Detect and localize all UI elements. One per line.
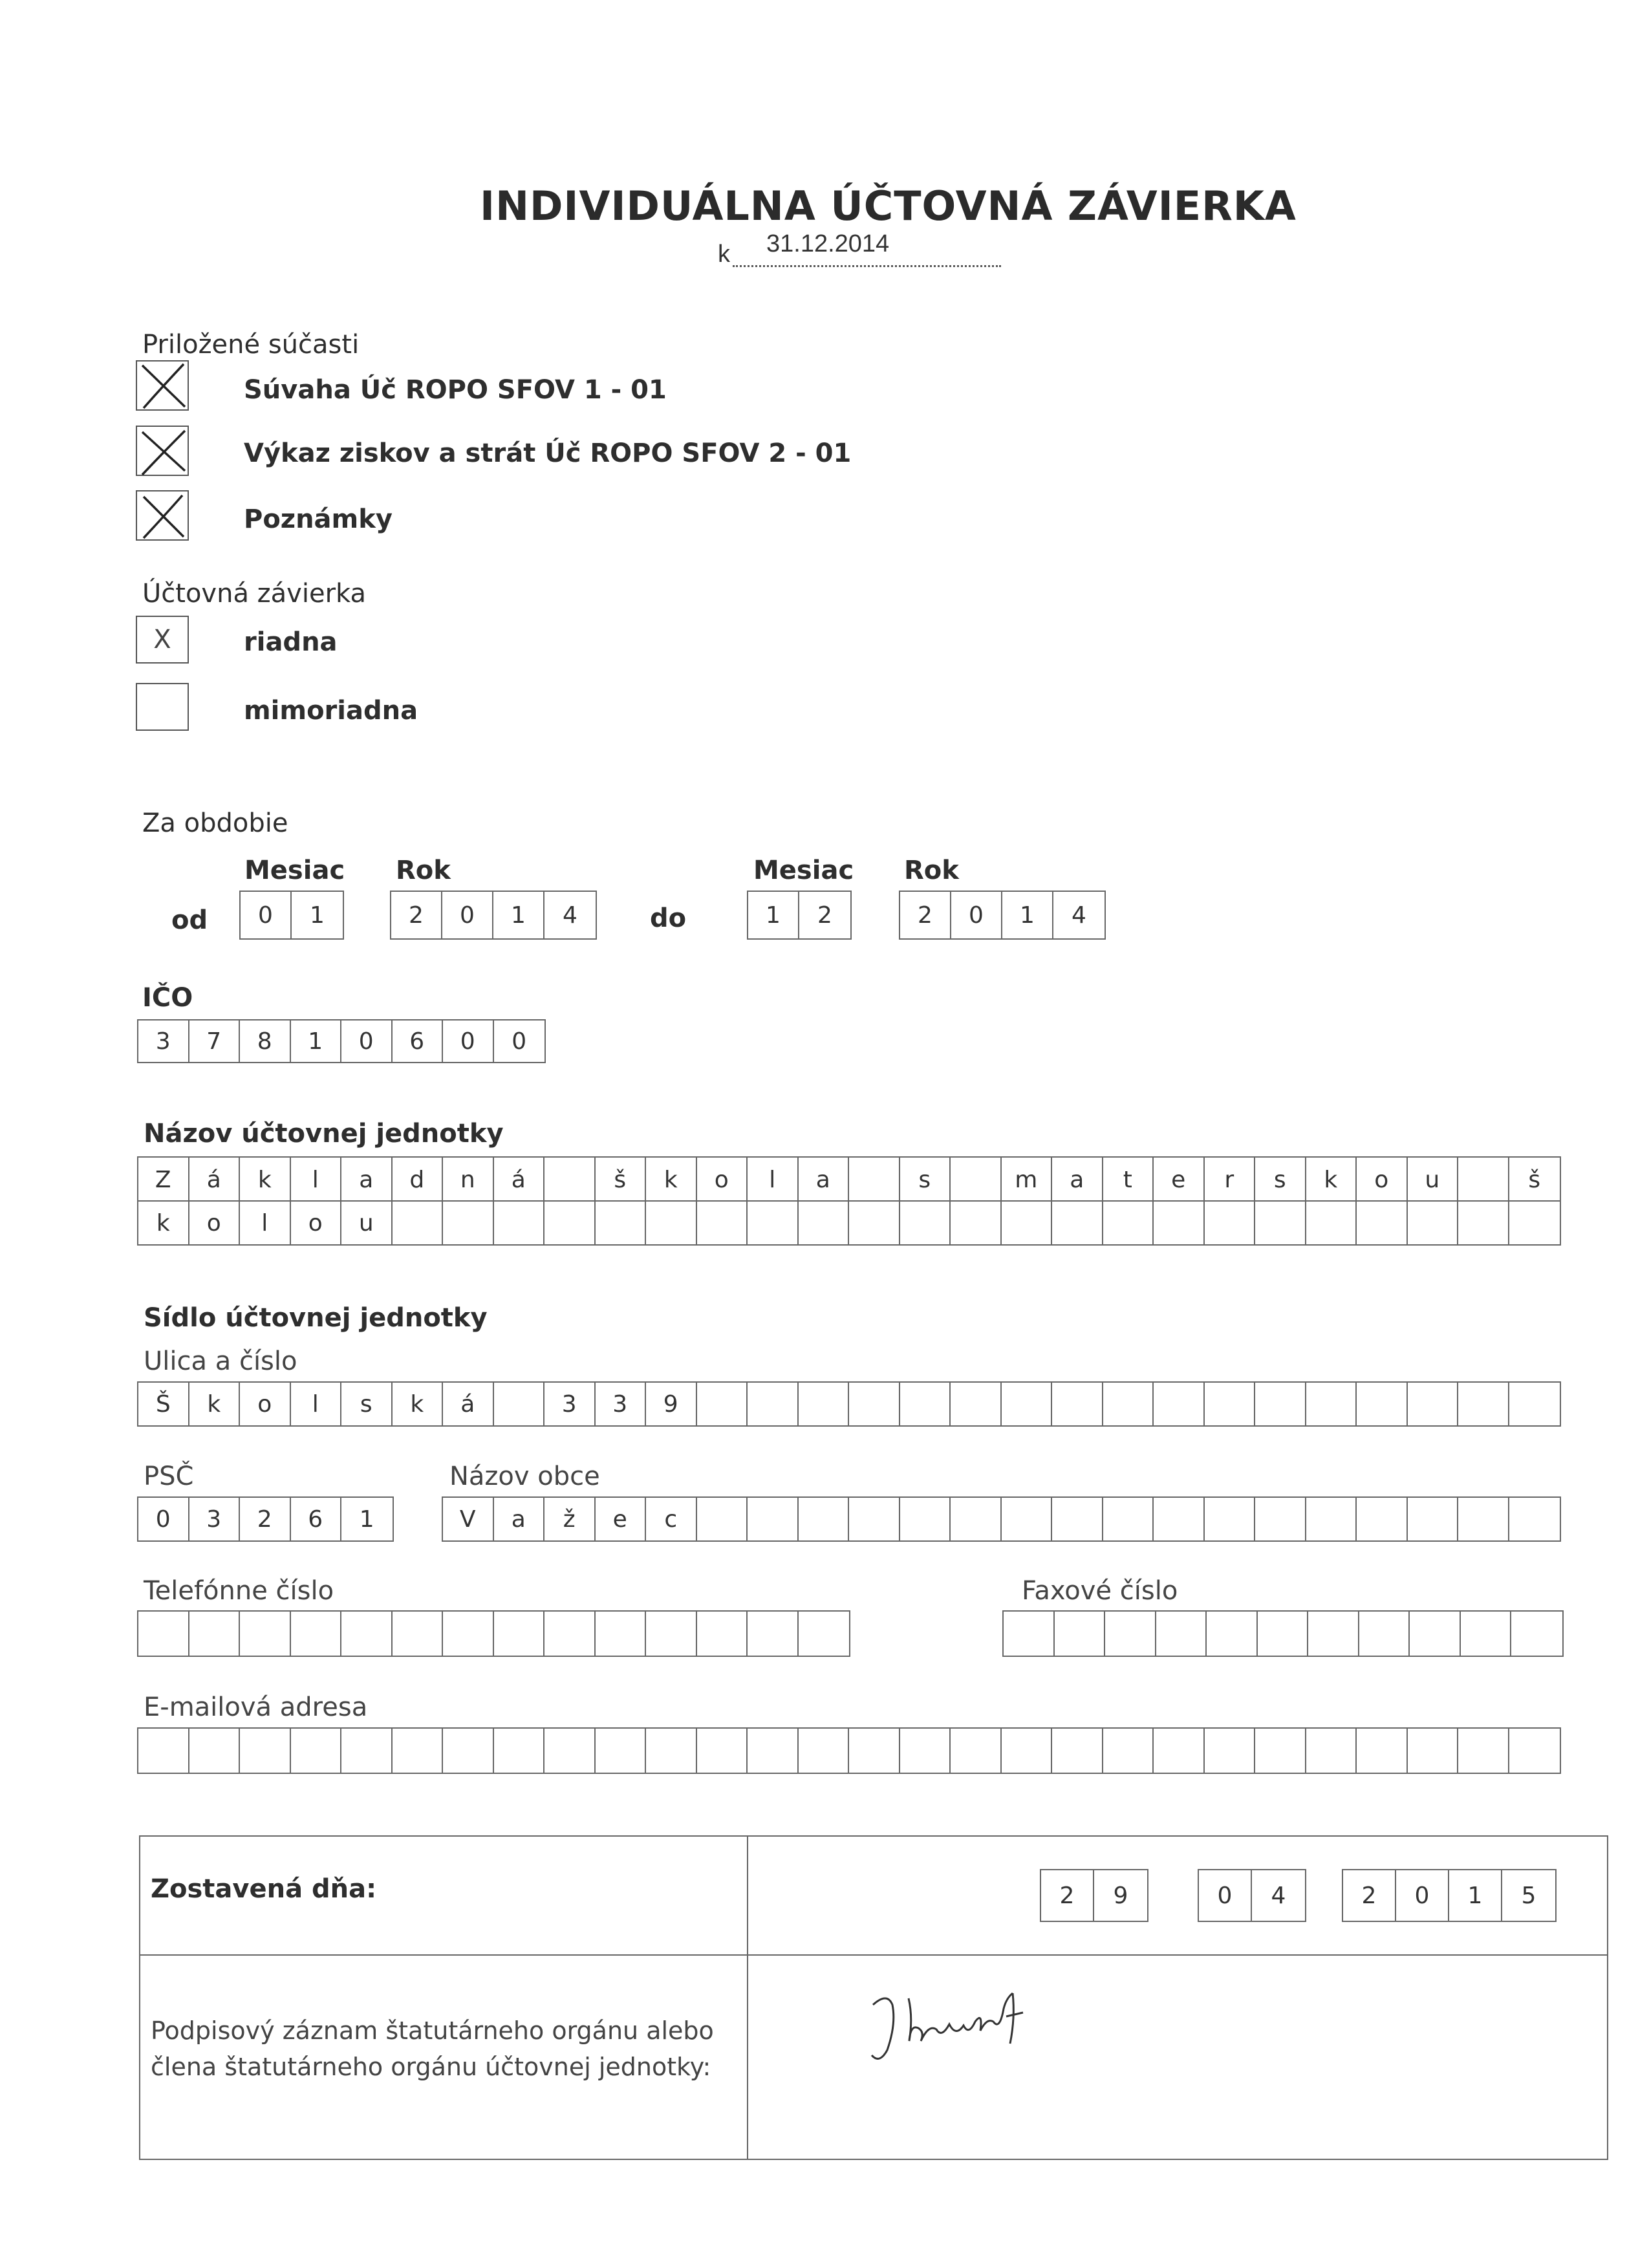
- phone-label: Telefónne číslo: [144, 1576, 334, 1606]
- to-year-cell[interactable]: 0: [951, 892, 1002, 938]
- page-title: INDIVIDUÁLNA ÚČTOVNÁ ZÁVIERKA: [480, 182, 1297, 230]
- psc-cell[interactable]: 2: [240, 1498, 291, 1540]
- compiled-year-cell[interactable]: 2: [1343, 1870, 1396, 1921]
- phone-cell[interactable]: [240, 1612, 291, 1656]
- unit-name-row-1-cell[interactable]: r: [1205, 1158, 1256, 1202]
- compiled-day-field[interactable]: [1040, 1869, 1148, 1922]
- signature-label-line-2: člena štatutárneho orgánu účtovnej jednotky:: [151, 2053, 711, 2081]
- psc-label: PSČ: [144, 1462, 194, 1491]
- street-cell[interactable]: [1103, 1383, 1154, 1425]
- unit-name-row-2-cell[interactable]: [1408, 1202, 1459, 1244]
- phone-cell[interactable]: [544, 1612, 596, 1656]
- street-cell[interactable]: [900, 1383, 951, 1425]
- street-cell[interactable]: [1306, 1383, 1357, 1425]
- unit-name-row-1-cell[interactable]: u: [1408, 1158, 1459, 1202]
- compiled-month-cell[interactable]: 0: [1199, 1870, 1252, 1921]
- email-cell[interactable]: [1458, 1729, 1509, 1773]
- to-year-cell[interactable]: 1: [1002, 892, 1053, 938]
- ico-cell[interactable]: 8: [240, 1021, 291, 1062]
- to-month-cell[interactable]: 2: [817, 902, 832, 929]
- email-cell[interactable]: [443, 1729, 494, 1773]
- cross-mark-icon: [137, 362, 190, 412]
- street-cell[interactable]: s: [341, 1383, 393, 1425]
- street-cell[interactable]: [494, 1383, 545, 1425]
- unit-name-row-1-cell[interactable]: [951, 1158, 1002, 1202]
- unit-name-row-1-cell[interactable]: k: [1306, 1158, 1357, 1202]
- city-cell[interactable]: [1408, 1498, 1459, 1540]
- fax-cell[interactable]: [1359, 1612, 1410, 1656]
- from-year-cell[interactable]: 0: [442, 892, 493, 938]
- ico-cell[interactable]: 6: [393, 1021, 444, 1062]
- city-cell[interactable]: [1509, 1498, 1560, 1540]
- street-cell[interactable]: [1357, 1383, 1408, 1425]
- unit-name-row-2-cell[interactable]: [1205, 1202, 1256, 1244]
- unit-name-row-2-cell[interactable]: [1357, 1202, 1408, 1244]
- unit-name-row-2-cell[interactable]: [1306, 1202, 1357, 1244]
- phone-cell[interactable]: [494, 1612, 545, 1656]
- ico-cell[interactable]: 7: [189, 1021, 241, 1062]
- signature-drawing: [854, 1979, 1086, 2069]
- unit-name-row-1-cell[interactable]: k: [240, 1158, 291, 1202]
- fax-cell[interactable]: [1156, 1612, 1207, 1656]
- email-cell[interactable]: [138, 1729, 189, 1773]
- unit-name-row-2-cell[interactable]: u: [341, 1202, 393, 1244]
- to-month-label: Mesiac: [753, 856, 854, 885]
- unit-name-row-2-cell[interactable]: [1458, 1202, 1509, 1244]
- to-year-field[interactable]: [899, 891, 1106, 940]
- email-cell[interactable]: [900, 1729, 951, 1773]
- unit-name-row-2-cell[interactable]: [849, 1202, 900, 1244]
- regular-label: riadna: [244, 627, 338, 657]
- attachment-checkbox-3[interactable]: [136, 490, 189, 541]
- email-cell[interactable]: [189, 1729, 241, 1773]
- email-cell[interactable]: [748, 1729, 799, 1773]
- email-cell[interactable]: [1154, 1729, 1205, 1773]
- city-cell[interactable]: [1002, 1498, 1053, 1540]
- city-cell[interactable]: [849, 1498, 900, 1540]
- from-year-label: Rok: [396, 856, 451, 885]
- street-cell[interactable]: [748, 1383, 799, 1425]
- street-cell[interactable]: [1205, 1383, 1256, 1425]
- to-label: do: [650, 903, 687, 933]
- phone-cell[interactable]: [697, 1612, 748, 1656]
- email-cell[interactable]: [799, 1729, 850, 1773]
- email-label: E-mailová adresa: [144, 1692, 368, 1722]
- city-cell[interactable]: [951, 1498, 1002, 1540]
- ico-cell[interactable]: 0: [341, 1021, 393, 1062]
- email-cell[interactable]: [341, 1729, 393, 1773]
- unit-name-row-2-cell[interactable]: [1103, 1202, 1154, 1244]
- city-cell[interactable]: [1306, 1498, 1357, 1540]
- unit-name-label: Názov účtovnej jednotky: [144, 1119, 504, 1149]
- from-year-cell[interactable]: 2: [391, 892, 442, 938]
- email-cell[interactable]: [1255, 1729, 1306, 1773]
- from-year-cell[interactable]: 1: [493, 892, 544, 938]
- city-cell[interactable]: [1458, 1498, 1509, 1540]
- street-cell[interactable]: 3: [596, 1383, 647, 1425]
- email-cell[interactable]: [544, 1729, 596, 1773]
- street-field[interactable]: [137, 1381, 1561, 1427]
- attachments-heading: Priložené súčasti: [142, 330, 360, 360]
- unit-name-row-1-cell[interactable]: n: [443, 1158, 494, 1202]
- fax-cell[interactable]: [1258, 1612, 1309, 1656]
- unit-name-row-2-cell[interactable]: [494, 1202, 545, 1244]
- street-cell[interactable]: [799, 1383, 850, 1425]
- ico-cell[interactable]: 0: [512, 1028, 527, 1055]
- city-cell[interactable]: [1052, 1498, 1103, 1540]
- fax-cell[interactable]: [1410, 1612, 1461, 1656]
- phone-cell[interactable]: [799, 1612, 850, 1656]
- compiled-year-cell[interactable]: 1: [1449, 1870, 1502, 1921]
- unit-name-row-2-cell[interactable]: [1154, 1202, 1205, 1244]
- unit-name-row-1-cell[interactable]: o: [697, 1158, 748, 1202]
- city-cell[interactable]: [1103, 1498, 1154, 1540]
- unit-name-row-2-cell[interactable]: k: [138, 1202, 189, 1244]
- email-cell[interactable]: [697, 1729, 748, 1773]
- street-cell[interactable]: o: [240, 1383, 291, 1425]
- phone-cell[interactable]: [443, 1612, 494, 1656]
- to-year-cell[interactable]: 2: [900, 892, 951, 938]
- unit-name-row-2-cell[interactable]: [1052, 1202, 1103, 1244]
- city-cell[interactable]: a: [494, 1498, 545, 1540]
- city-cell[interactable]: ž: [544, 1498, 596, 1540]
- fax-cell[interactable]: [1461, 1612, 1512, 1656]
- street-cell[interactable]: Š: [138, 1383, 189, 1425]
- date-prefix: k: [718, 241, 730, 268]
- unit-name-row-2-cell[interactable]: l: [240, 1202, 291, 1244]
- unit-name-row-1-cell[interactable]: a: [799, 1158, 850, 1202]
- unit-name-row-2-cell[interactable]: [393, 1202, 444, 1244]
- unit-name-row-2-cell[interactable]: [544, 1202, 596, 1244]
- email-cell[interactable]: [849, 1729, 900, 1773]
- city-cell[interactable]: [900, 1498, 951, 1540]
- unit-name-row-2-cell[interactable]: [1002, 1202, 1053, 1244]
- phone-field[interactable]: [137, 1610, 850, 1657]
- email-cell[interactable]: [291, 1729, 342, 1773]
- ico-label: IČO: [142, 983, 193, 1013]
- unit-name-row-2-cell[interactable]: [1255, 1202, 1306, 1244]
- phone-cell[interactable]: [596, 1612, 647, 1656]
- street-cell[interactable]: [951, 1383, 1002, 1425]
- unit-name-row-1-cell[interactable]: a: [1052, 1158, 1103, 1202]
- unit-name-row-1-cell[interactable]: [544, 1158, 596, 1202]
- city-cell[interactable]: [748, 1498, 799, 1540]
- regular-checkbox[interactable]: X: [136, 616, 189, 664]
- email-cell[interactable]: [240, 1729, 291, 1773]
- from-year-field[interactable]: [390, 891, 597, 940]
- unit-name-row-1-cell[interactable]: [1458, 1158, 1509, 1202]
- unit-name-row-1-cell[interactable]: k: [646, 1158, 697, 1202]
- attachment-checkbox-2[interactable]: [136, 426, 189, 476]
- street-cell[interactable]: [1002, 1383, 1053, 1425]
- period-heading: Za obdobie: [142, 808, 288, 838]
- street-cell[interactable]: [1052, 1383, 1103, 1425]
- phone-cell[interactable]: [748, 1612, 799, 1656]
- unit-name-row-1-cell[interactable]: o: [1357, 1158, 1408, 1202]
- email-cell[interactable]: [646, 1729, 697, 1773]
- unit-name-row-1-cell[interactable]: l: [748, 1158, 799, 1202]
- city-cell[interactable]: [697, 1498, 748, 1540]
- phone-cell[interactable]: [341, 1612, 393, 1656]
- email-cell[interactable]: [1357, 1729, 1408, 1773]
- closing-date: 31.12.2014: [766, 230, 890, 257]
- unit-name-row-2-cell[interactable]: [697, 1202, 748, 1244]
- unit-name-row-1-cell[interactable]: s: [1255, 1158, 1306, 1202]
- city-field[interactable]: [442, 1496, 1561, 1542]
- unit-name-row-1-cell[interactable]: e: [1154, 1158, 1205, 1202]
- unit-name-row-1-cell[interactable]: á: [189, 1158, 241, 1202]
- email-cell[interactable]: [1509, 1729, 1560, 1773]
- unit-name-row-1-cell[interactable]: [849, 1158, 900, 1202]
- psc-field[interactable]: [137, 1496, 394, 1542]
- street-cell[interactable]: [1154, 1383, 1205, 1425]
- from-year-cell[interactable]: 4: [563, 902, 577, 929]
- ico-cell[interactable]: 3: [138, 1021, 189, 1062]
- fax-cell[interactable]: [1055, 1612, 1106, 1656]
- compiled-day-cell[interactable]: 9: [1113, 1882, 1128, 1909]
- unit-name-row-2-cell[interactable]: [900, 1202, 951, 1244]
- city-cell[interactable]: [1205, 1498, 1256, 1540]
- compiled-month-field[interactable]: [1198, 1869, 1306, 1922]
- city-cell[interactable]: [799, 1498, 850, 1540]
- unit-name-row-1-cell[interactable]: á: [494, 1158, 545, 1202]
- ico-cell[interactable]: 1: [291, 1021, 342, 1062]
- compiled-year-field[interactable]: [1342, 1869, 1557, 1922]
- psc-cell[interactable]: 1: [359, 1506, 374, 1533]
- ico-cell[interactable]: 0: [443, 1021, 494, 1062]
- street-cell[interactable]: [1255, 1383, 1306, 1425]
- phone-cell[interactable]: [646, 1612, 697, 1656]
- street-cell[interactable]: [1458, 1383, 1509, 1425]
- unit-name-row-2-cell[interactable]: [596, 1202, 647, 1244]
- from-label: od: [171, 905, 208, 935]
- psc-cell[interactable]: 3: [189, 1498, 241, 1540]
- attachment-label-3: Poznámky: [244, 504, 393, 534]
- unit-name-row-1-cell[interactable]: š: [1528, 1166, 1541, 1193]
- compiled-label: Zostavená dňa:: [151, 1874, 377, 1904]
- to-year-cell[interactable]: 4: [1072, 902, 1086, 929]
- unit-name-row-2-cell[interactable]: [748, 1202, 799, 1244]
- to-month-cell[interactable]: 1: [748, 892, 799, 938]
- fax-label: Faxové číslo: [1022, 1576, 1178, 1606]
- fax-field[interactable]: [1002, 1610, 1564, 1657]
- unit-name-row-2-cell[interactable]: [799, 1202, 850, 1244]
- email-cell[interactable]: [393, 1729, 444, 1773]
- street-cell[interactable]: 9: [646, 1383, 697, 1425]
- seat-heading: Sídlo účtovnej jednotky: [144, 1303, 488, 1333]
- from-month-label: Mesiac: [244, 856, 345, 885]
- unit-name-row-1-cell[interactable]: l: [291, 1158, 342, 1202]
- unit-name-row-1-cell[interactable]: t: [1103, 1158, 1154, 1202]
- date-underline: [733, 265, 1001, 267]
- closing-type-heading: Účtovná závierka: [142, 579, 366, 609]
- phone-cell[interactable]: [393, 1612, 444, 1656]
- email-cell[interactable]: [596, 1729, 647, 1773]
- unit-name-row-2-cell[interactable]: [646, 1202, 697, 1244]
- email-cell[interactable]: [1002, 1729, 1053, 1773]
- email-cell[interactable]: [1306, 1729, 1357, 1773]
- phone-cell[interactable]: [291, 1612, 342, 1656]
- from-month-cell[interactable]: 1: [310, 902, 325, 929]
- from-month-cell[interactable]: 0: [241, 892, 292, 938]
- city-cell[interactable]: V: [443, 1498, 494, 1540]
- unit-name-row-1[interactable]: [137, 1156, 1561, 1202]
- city-label: Názov obce: [449, 1462, 600, 1491]
- street-cell[interactable]: k: [189, 1383, 241, 1425]
- email-cell[interactable]: [1103, 1729, 1154, 1773]
- unit-name-row-2-cell[interactable]: [443, 1202, 494, 1244]
- phone-cell[interactable]: [189, 1612, 241, 1656]
- email-cell[interactable]: [1408, 1729, 1459, 1773]
- street-cell[interactable]: l: [291, 1383, 342, 1425]
- city-cell[interactable]: [1154, 1498, 1205, 1540]
- to-year-label: Rok: [904, 856, 959, 885]
- unit-name-row-2-cell[interactable]: o: [189, 1202, 241, 1244]
- street-cell[interactable]: k: [393, 1383, 444, 1425]
- street-cell[interactable]: [1509, 1383, 1560, 1425]
- email-cell[interactable]: [1205, 1729, 1256, 1773]
- compiled-month-cell[interactable]: 4: [1271, 1882, 1286, 1909]
- city-cell[interactable]: c: [646, 1498, 697, 1540]
- street-cell[interactable]: [697, 1383, 748, 1425]
- city-cell[interactable]: [1357, 1498, 1408, 1540]
- city-cell[interactable]: [1255, 1498, 1306, 1540]
- unit-name-row-2[interactable]: [137, 1200, 1561, 1246]
- fax-cell[interactable]: [1308, 1612, 1359, 1656]
- unit-name-row-1-cell[interactable]: a: [341, 1158, 393, 1202]
- street-cell[interactable]: á: [443, 1383, 494, 1425]
- unit-name-row-2-cell[interactable]: o: [291, 1202, 342, 1244]
- psc-cell[interactable]: 6: [291, 1498, 342, 1540]
- email-field[interactable]: [137, 1727, 1561, 1774]
- email-cell[interactable]: [951, 1729, 1002, 1773]
- fax-cell[interactable]: [1207, 1612, 1258, 1656]
- fax-cell[interactable]: [1004, 1612, 1055, 1656]
- cross-mark-icon: [137, 491, 190, 542]
- street-label: Ulica a číslo: [144, 1346, 297, 1376]
- street-cell[interactable]: [1408, 1383, 1459, 1425]
- unit-name-row-1-cell[interactable]: s: [900, 1158, 951, 1202]
- compiled-year-cell[interactable]: 5: [1521, 1882, 1536, 1909]
- attachment-label-2: Výkaz ziskov a strát Úč ROPO SFOV 2 - 01: [244, 438, 852, 468]
- footer-divider-vertical: [747, 1835, 748, 2160]
- unit-name-row-1-cell[interactable]: š: [596, 1158, 647, 1202]
- extraordinary-label: mimoriadna: [244, 696, 418, 726]
- signature-label-line-1: Podpisový záznam štatutárneho orgánu alebo: [151, 2016, 714, 2045]
- email-cell[interactable]: [1052, 1729, 1103, 1773]
- ico-field[interactable]: [137, 1019, 546, 1063]
- footer-divider-horizontal: [139, 1954, 1608, 1956]
- street-cell[interactable]: 3: [544, 1383, 596, 1425]
- city-cell[interactable]: e: [596, 1498, 647, 1540]
- unit-name-row-1-cell[interactable]: Z: [138, 1158, 189, 1202]
- unit-name-row-1-cell[interactable]: d: [393, 1158, 444, 1202]
- unit-name-row-1-cell[interactable]: m: [1002, 1158, 1053, 1202]
- psc-cell[interactable]: 0: [138, 1498, 189, 1540]
- attachment-checkbox-1[interactable]: [136, 360, 189, 411]
- phone-cell[interactable]: [138, 1612, 189, 1656]
- email-cell[interactable]: [494, 1729, 545, 1773]
- unit-name-row-2-cell[interactable]: [951, 1202, 1002, 1244]
- fax-cell[interactable]: [1105, 1612, 1156, 1656]
- street-cell[interactable]: [849, 1383, 900, 1425]
- compiled-day-cell[interactable]: 2: [1041, 1870, 1094, 1921]
- to-month-field[interactable]: [747, 891, 852, 940]
- extraordinary-checkbox[interactable]: [136, 683, 189, 731]
- fax-cell[interactable]: [1511, 1612, 1562, 1656]
- attachment-label-1: Súvaha Úč ROPO SFOV 1 - 01: [244, 375, 667, 405]
- cross-mark-icon: [137, 427, 190, 477]
- compiled-year-cell[interactable]: 0: [1396, 1870, 1449, 1921]
- from-month-field[interactable]: [239, 891, 344, 940]
- unit-name-row-2-cell[interactable]: [1509, 1202, 1560, 1244]
